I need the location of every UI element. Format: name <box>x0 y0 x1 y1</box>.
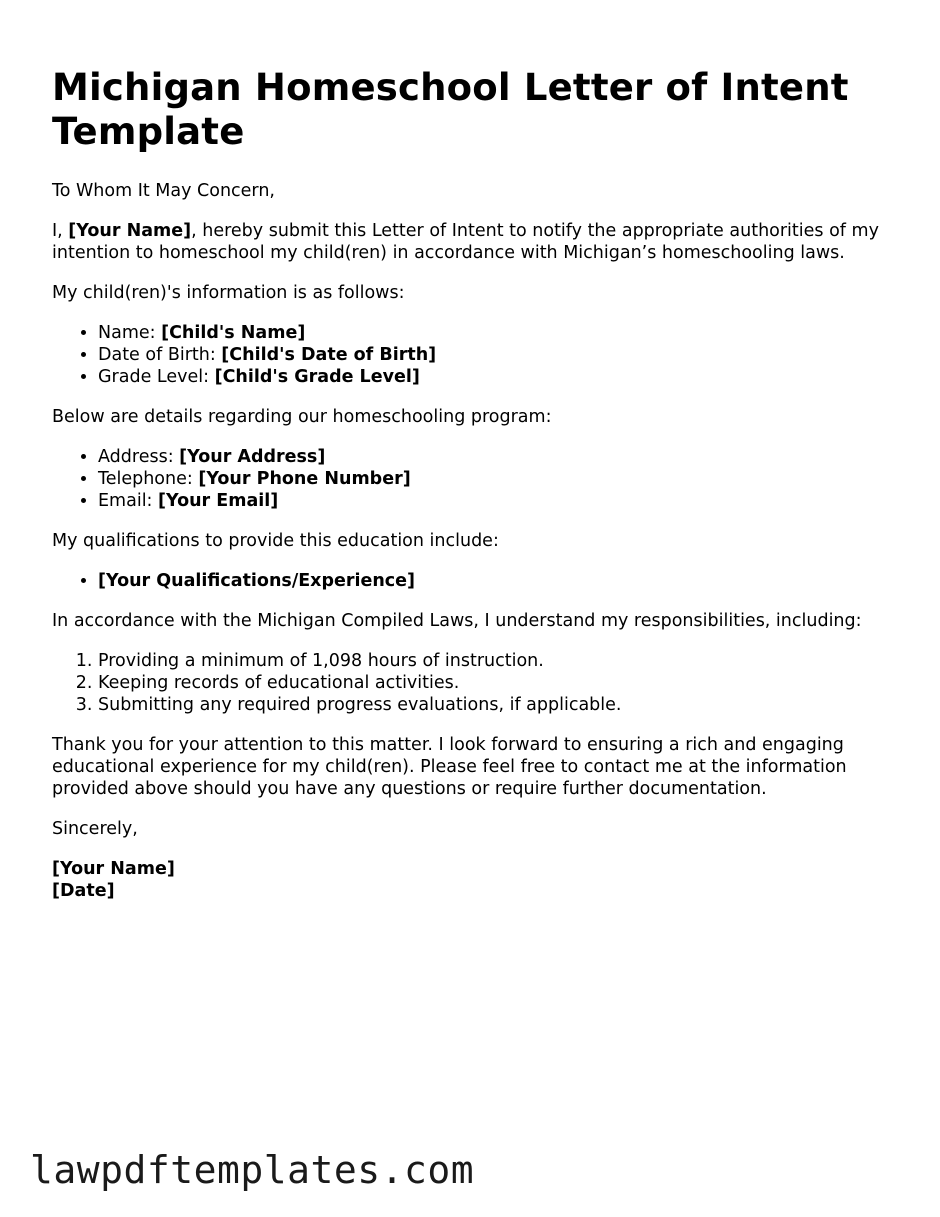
responsibilities-heading: In accordance with the Michigan Compiled Laws, I understand my responsibilities, including: <box>52 611 862 631</box>
item-label: Date of Birth: <box>98 345 222 365</box>
list-item <box>98 366 902 388</box>
item-value: [Your Phone Number] <box>198 469 411 489</box>
intro-prefix: I, <box>52 221 69 241</box>
item-label: Name: <box>98 323 162 343</box>
child-info-list <box>52 322 902 388</box>
list-item <box>98 446 902 468</box>
salutation: To Whom It May Concern, <box>52 181 275 201</box>
qualifications-list <box>52 570 902 592</box>
signature-name: [Your Name] <box>52 859 175 879</box>
list-item <box>98 468 902 490</box>
item-value: [Your Address] <box>179 447 326 467</box>
item-value: [Child's Name] <box>161 323 306 343</box>
qualifications-heading: My qualifications to provide this education include: <box>52 531 499 551</box>
signature-date: [Date] <box>52 881 115 901</box>
item-label: Grade Level: <box>98 367 215 387</box>
list-item: 2. Keeping records of educational activities. <box>98 672 902 694</box>
list-item <box>98 322 902 344</box>
letter-document <box>52 66 902 902</box>
item-value: [Child's Grade Level] <box>214 367 420 387</box>
list-item: 3. Submitting any required progress evaluations, if applicable. <box>98 694 902 716</box>
watermark: lawpdftemplates.com <box>30 1148 475 1192</box>
intro-suffix: , hereby submit this Letter of Intent to notify the appropriate authorities of my intention to homeschool my child(ren) in accordance with Michigan’s homeschooling laws. <box>52 221 879 263</box>
list-item <box>98 490 902 512</box>
item-label: Telephone: <box>98 469 199 489</box>
responsibilities-list <box>52 650 902 716</box>
sign-off: Sincerely, <box>52 819 138 839</box>
item-value: [Your Email] <box>158 491 279 511</box>
list-item <box>98 344 902 366</box>
item-label: Address: <box>98 447 180 467</box>
child-info-heading: My child(ren)'s information is as follows: <box>52 283 405 303</box>
closing-paragraph: Thank you for your attention to this matter. I look forward to ensuring a rich and engaging educational experience for my child(ren). Please feel free to contact me at the information provided above should you have any questions or require further documentation. <box>52 735 847 799</box>
program-list <box>52 446 902 512</box>
intro-name-placeholder: [Your Name] <box>68 221 192 241</box>
item-value: [Child's Date of Birth] <box>221 345 437 365</box>
list-item: 1. Providing a minimum of 1,098 hours of instruction. <box>98 650 902 672</box>
page-title: Michigan Homeschool Letter of Intent Template <box>52 66 849 153</box>
item-label: Email: <box>98 491 159 511</box>
item-value: [Your Qualifications/Experience] <box>98 571 416 591</box>
list-item <box>98 570 902 592</box>
intro-paragraph <box>52 220 902 264</box>
program-heading: Below are details regarding our homeschooling program: <box>52 407 552 427</box>
